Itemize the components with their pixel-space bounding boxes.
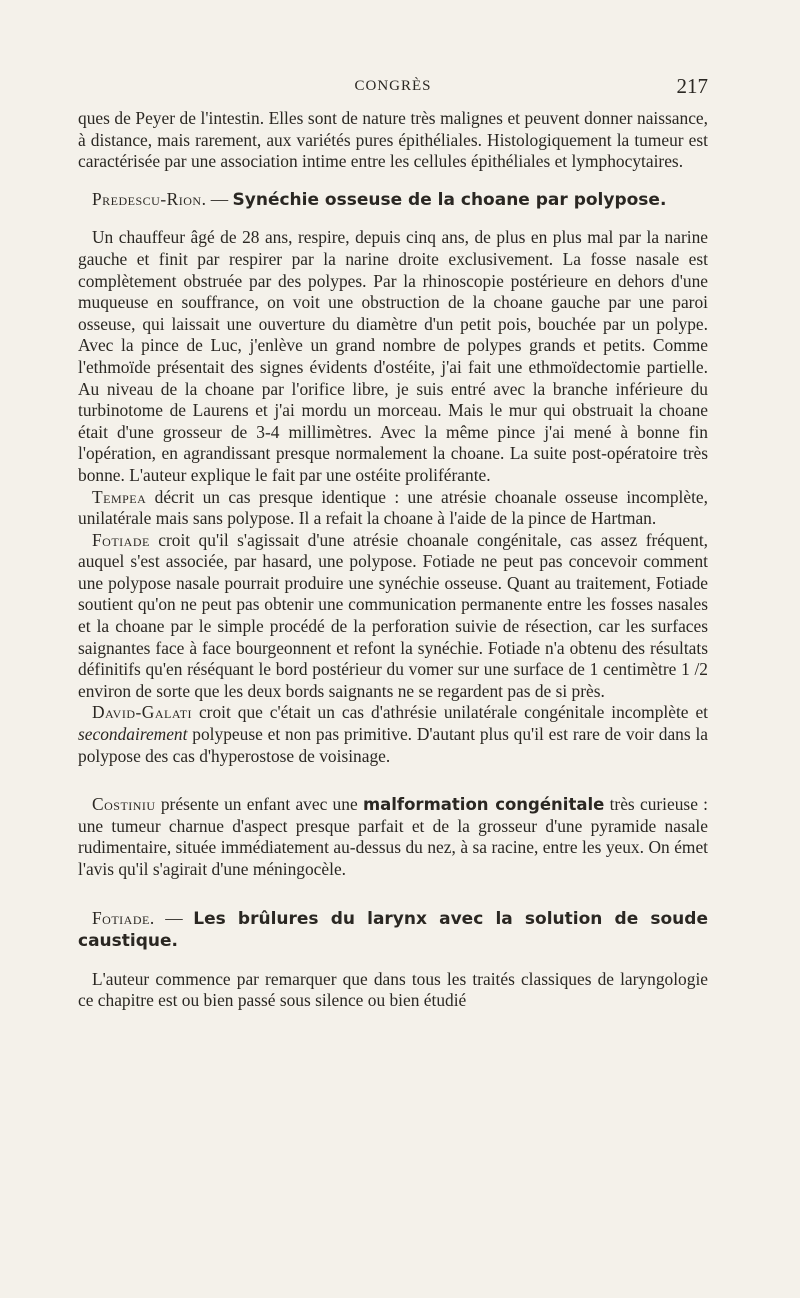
section-dash: — (154, 907, 194, 928)
paragraph-case-report: Un chauffeur âgé de 28 ans, respire, depuis cinq ans, de plus en plus mal par la narine gauche et finit par respirer par la narine droite exclusivement. La fosse nasale est complètement obstruée par des polypes. Par la rhinoscopie postérieure en dehors d'une muqueuse en souffrance, on voit une obstruction de la choane gauche par une paroi osseuse, qui laissait une ouverture du diamètre d'un petit pois, bouchée par un polype. Avec la pince de Luc, j'enlève un grand nombre de polypes grands et petits. Comme l'ethmoïde présentait des signes évidents d'ostéite, j'ai fait une ethmoïdectomie partielle. Au niveau de la choane par l'orifice libre, je suis entré avec la branche inférieure du turbinotome de Laurens et j'ai mordu un morceau. Mais le mur qui obstruait la choane était d'une grosseur de 3-4 millimètres. Avec la même pince j'ai mené à bonne fin l'opération, en agrandissant presque normalement la choane. La suite post-opératoire très bonne. L'auteur explique le fait par une ostéite proliférante. (78, 227, 708, 485)
section-author: Predescu-Rion. (92, 188, 207, 209)
emphasis-text: secondairement (78, 724, 188, 745)
paragraph-text: croit que c'était un cas d'athrésie unilatérale congénitale incomplète et (192, 702, 708, 723)
section-heading-brulures (78, 908, 708, 953)
paragraph-costiniu (78, 794, 708, 880)
section-title: Synéchie osseuse de la choane par polypose. (232, 189, 667, 210)
paragraph-continuation: ques de Peyer de l'intestin. Elles sont de nature très malignes et peuvent donner naissance, à distance, mais rarement, aux variétés pures épithéliales. Histologiquement la tumeur est caractérisée par une association intime entre les cellules épithéliales et lymphocytaires. (78, 108, 708, 172)
paragraph-tempea (78, 487, 708, 530)
paragraph-text: très curieuse : une tumeur charnue d'aspect presque parfait et de la grosseur d'une pyramide nasale rudimentaire, située immédiatement au-dessus du nez, à sa racine, entre les yeux. On émet l'avis qu'il s'agirait d'une méningocèle. (78, 794, 709, 879)
article-body (78, 108, 708, 1012)
author-name: Fotiade (92, 529, 150, 550)
page-number: 217 (676, 74, 708, 98)
author-name: David-Galati (92, 702, 193, 723)
paragraph-text: polypeuse et non pas primitive. D'autant plus qu'il est rare de voir dans la polypose des cas d'hyperostose de voisinage. (78, 724, 708, 766)
header-title: CONGRÈS (354, 78, 432, 94)
section-author: Fotiade. (92, 907, 155, 928)
section-title: Les brûlures du larynx avec la solution de soude caustique. (78, 908, 708, 952)
author-name: Costiniu (92, 794, 156, 815)
running-header (78, 74, 708, 104)
author-name: Tempea (92, 486, 147, 507)
section-dash: — (206, 188, 233, 209)
section-heading-synechie (78, 189, 708, 212)
bold-text: malformation congénitale (362, 795, 605, 815)
paragraph-text: croit qu'il s'agissait d'une atrésie choanale congénitale, cas assez fréquent, auquel s'est associée, par hasard, une polypose. Fotiade ne peut pas concevoir comment une polypose nasale pourrait produire une synéchie osseuse. Quant au traitement, Fotiade soutient qu'on ne peut pas obtenir une communication permanente entre les fosses nasales et la choane par le simple procédé de la perforation suivie de résection, car les surfaces saignantes face à face bourgeonnent et refont la synéchie. Fotiade n'a obtenu des résultats définitifs qu'en réséquant le bord postérieur du vomer sur une surface de 1 centimètre 1 /2 environ de sorte que les deux bords saignants ne se regardent pas de si près. (78, 529, 708, 701)
paragraph-text: décrit un cas presque identique : une atrésie choanale osseuse incomplète, unilatérale mais sans polypose. Il a refait la choane à l'aide de la pince de Hartman. (78, 486, 708, 529)
paragraph-david-galati (78, 702, 708, 767)
paragraph-fotiade (78, 530, 708, 703)
paragraph-laryngologie: L'auteur commence par remarquer que dans tous les traités classiques de laryngologie ce chapitre est ou bien passé sous silence ou bien étudié (78, 968, 708, 1011)
paragraph-text: présente un enfant avec une (155, 794, 363, 815)
